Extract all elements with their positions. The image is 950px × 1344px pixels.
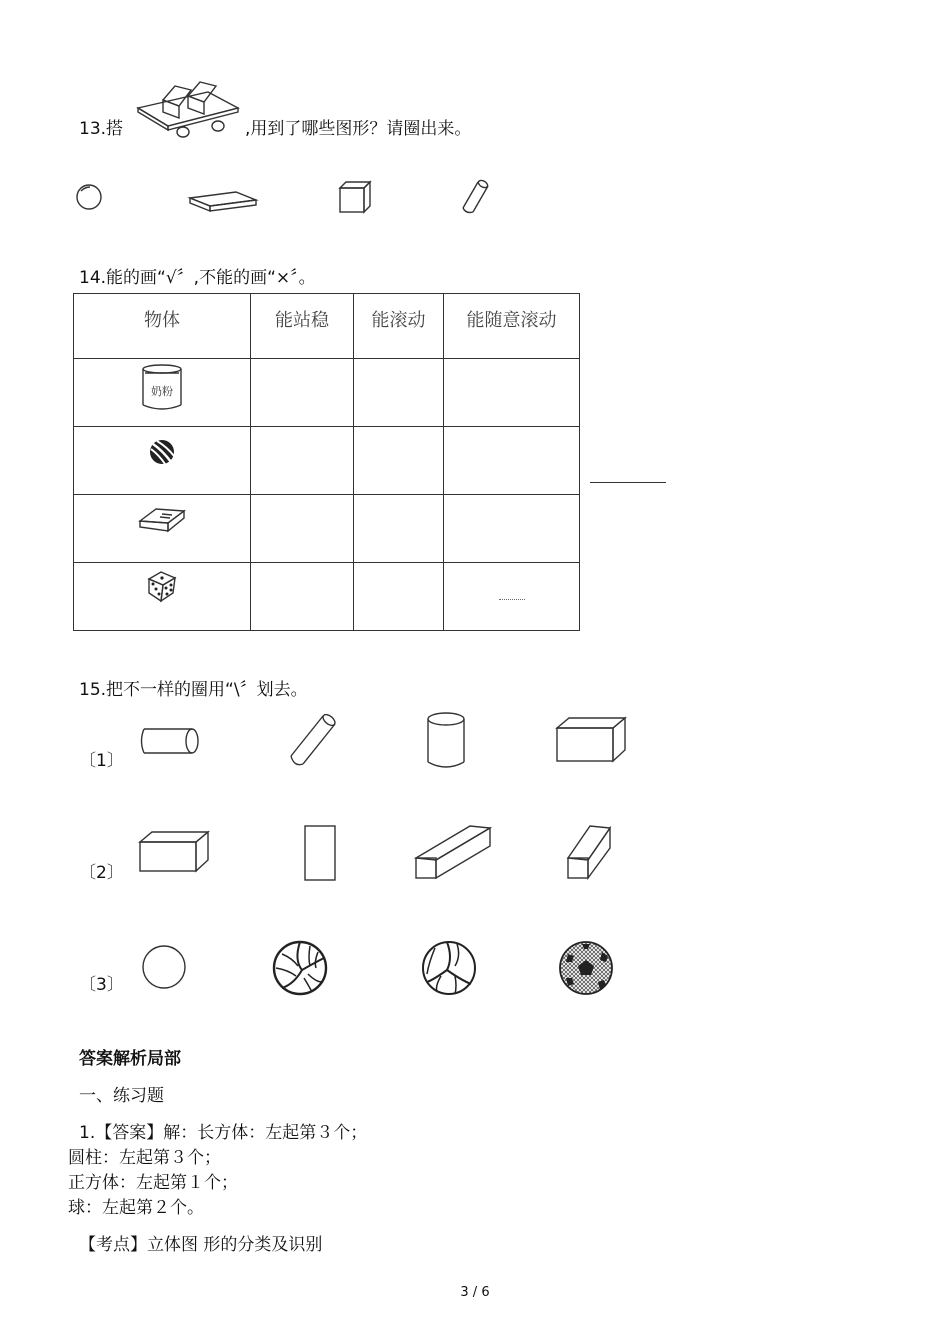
standing-cylinder-icon[interactable] (424, 710, 468, 772)
answer-cell[interactable] (444, 563, 580, 631)
table-row (74, 427, 580, 495)
scribble-mark (499, 599, 525, 600)
dice-icon (145, 569, 179, 605)
soccer-ball-icon[interactable] (558, 940, 616, 998)
blocks-vehicle-icon (133, 80, 243, 140)
rectangle-icon[interactable] (303, 824, 337, 884)
tall-cuboid-icon[interactable] (566, 824, 614, 884)
header-object: 物体 (74, 294, 251, 359)
answer-cell[interactable] (251, 359, 354, 427)
table-row (74, 563, 580, 631)
object-cell (74, 495, 251, 563)
answers-heading: 答案解析局部 (79, 1049, 181, 1069)
side-rule (590, 482, 666, 483)
cube-icon[interactable] (338, 180, 372, 214)
header-can-stand: 能站稳 (251, 294, 354, 359)
answer-cell[interactable] (354, 495, 444, 563)
answer-cell[interactable] (354, 563, 444, 631)
page-number: 3 / 6 (460, 1285, 490, 1300)
answer-cell[interactable] (251, 427, 354, 495)
answer-cell[interactable] (354, 359, 444, 427)
sphere-icon[interactable] (75, 183, 103, 211)
q14-title: 14.能的画“√〞,不能的画“×〞。 (79, 268, 316, 288)
volleyball-icon[interactable] (421, 940, 479, 998)
circle-icon[interactable] (141, 944, 189, 992)
object-cell (74, 427, 251, 495)
answers-section: 一、练习题 (79, 1086, 164, 1106)
q14-table (73, 293, 580, 631)
header-can-roll: 能滚动 (354, 294, 444, 359)
header-can-roll-freely: 能随意滚动 (444, 294, 580, 359)
table-row (74, 495, 580, 563)
q15-title: 15.把不一样的圈用“\〞划去。 (79, 680, 308, 700)
cylinder-icon[interactable] (458, 178, 492, 216)
q13-suffix: ,用到了哪些图形？请圈出来。 (245, 119, 472, 139)
answer-cell[interactable] (444, 427, 580, 495)
answer-point: 【考点】立体图 形的分类及识别 (79, 1235, 323, 1255)
object-cell (74, 359, 251, 427)
volleyball-icon[interactable] (272, 940, 330, 998)
long-cuboid-icon[interactable] (414, 824, 494, 882)
answer-line-2: 圆柱：左起第３个； (68, 1148, 221, 1168)
table-row (74, 359, 580, 427)
q13-prefix: 13.搭 (79, 119, 124, 139)
group-label-3: 〔3〕 (79, 975, 124, 995)
answer-line-4: 球：左起第２个。 (68, 1198, 204, 1218)
answer-cell[interactable] (354, 427, 444, 495)
cuboid-icon[interactable] (555, 716, 629, 764)
answer-cell[interactable] (444, 495, 580, 563)
answer-cell[interactable] (251, 563, 354, 631)
answer-cell[interactable] (251, 495, 354, 563)
box-icon (138, 505, 186, 535)
answer-cell[interactable] (444, 359, 580, 427)
group-label-2: 〔2〕 (79, 863, 124, 883)
tilted-cylinder-icon[interactable] (288, 712, 340, 770)
lying-cylinder-icon[interactable] (138, 727, 202, 757)
milk-powder-can-icon (140, 363, 184, 413)
group-label-1: 〔1〕 (79, 751, 124, 771)
milk-powder-label: 奶粉 (151, 385, 173, 398)
ball-icon (147, 437, 177, 471)
object-cell (74, 563, 251, 631)
cuboid-plate-icon[interactable] (188, 190, 258, 212)
answer-line-3: 正方体：左起第１个； (68, 1173, 238, 1193)
answer-line-1: 1.【答案】解：长方体：左起第３个； (79, 1123, 368, 1143)
cuboid-icon[interactable] (138, 830, 212, 874)
